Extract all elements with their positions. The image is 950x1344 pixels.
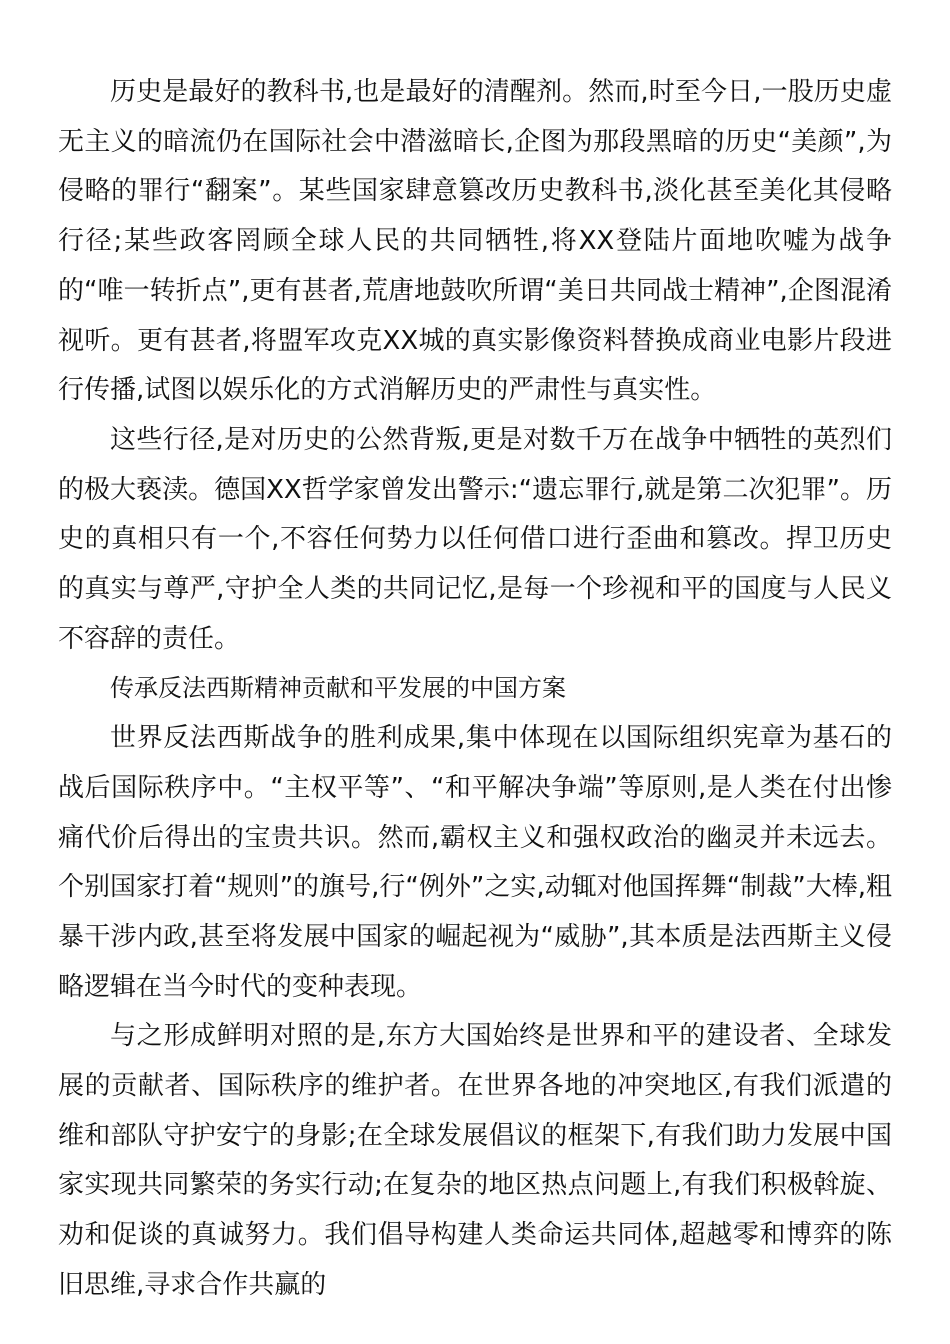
document-body — [58, 68, 892, 1311]
section-heading: 传承反法西斯精神贡献和平发展的中国方案 — [110, 674, 566, 703]
paragraph-eastern-power: 与之形成鲜明对照的是,东方大国始终是世界和平的建设者、全球发展的贡献者、国际秩序的维护者。在世界各地的冲突地区,有我们派遣的维和部队守护安宁的身影;在全球发展倡议的框架下,有我们助力发展中国家实现共同繁荣的务实行动;在复杂的地区热点问题上,有我们积极斡旋、劝和促谈的真诚努力。我们倡导构建人类命运共同体,超越零和博弈的陈旧思维,寻求合作共赢的 — [58, 1021, 892, 1300]
paragraph-betrayal-of-history: 这些行径,是对历史的公然背叛,更是对数千万在战争中牺牲的英烈们的极大亵渎。德国XX哲学家曾发出警示:“遗忘罪行,就是第二次犯罪”。历史的真相只有一个,不容任何势力以任何借口进行歪曲和篡改。捍卫历史的真实与尊严,守护全人类的共同记忆,是每一个珍视和平的国度与人民义不容辞的责任。 — [58, 424, 892, 654]
paragraph-postwar-order: 世界反法西斯战争的胜利成果,集中体现在以国际组织宪章为基石的战后国际秩序中。“主权平等”、“和平解决争端”等原则,是人类在付出惨痛代价后得出的宝贵共识。然而,霸权主义和强权政治的幽灵并未远去。个别国家打着“规则”的旗号,行“例外”之实,动辄对他国挥舞“制裁”大棒,粗暴干涉内政,甚至将发展中国家的崛起视为“威胁”,其本质是法西斯主义侵略逻辑在当今时代的变种表现。 — [58, 723, 892, 1002]
paragraph-history-nihilism: 历史是最好的教科书,也是最好的清醒剂。然而,时至今日,一股历史虚无主义的暗流仍在国际社会中潜滋暗长,企图为那段黑暗的历史“美颜”,为侵略的罪行“翻案”。某些国家肆意篡改历史教科书,淡化甚至美化其侵略行径;某些政客罔顾全球人民的共同牺牲,将XX登陆片面地吹嘘为战争的“唯一转折点”,更有甚者,荒唐地鼓吹所谓“美日共同战士精神”,企图混淆视听。更有甚者,将盟军攻克XX城的真实影像资料替换成商业电影片段进行传播,试图以娱乐化的方式消解历史的严肃性与真实性。 — [58, 77, 892, 406]
